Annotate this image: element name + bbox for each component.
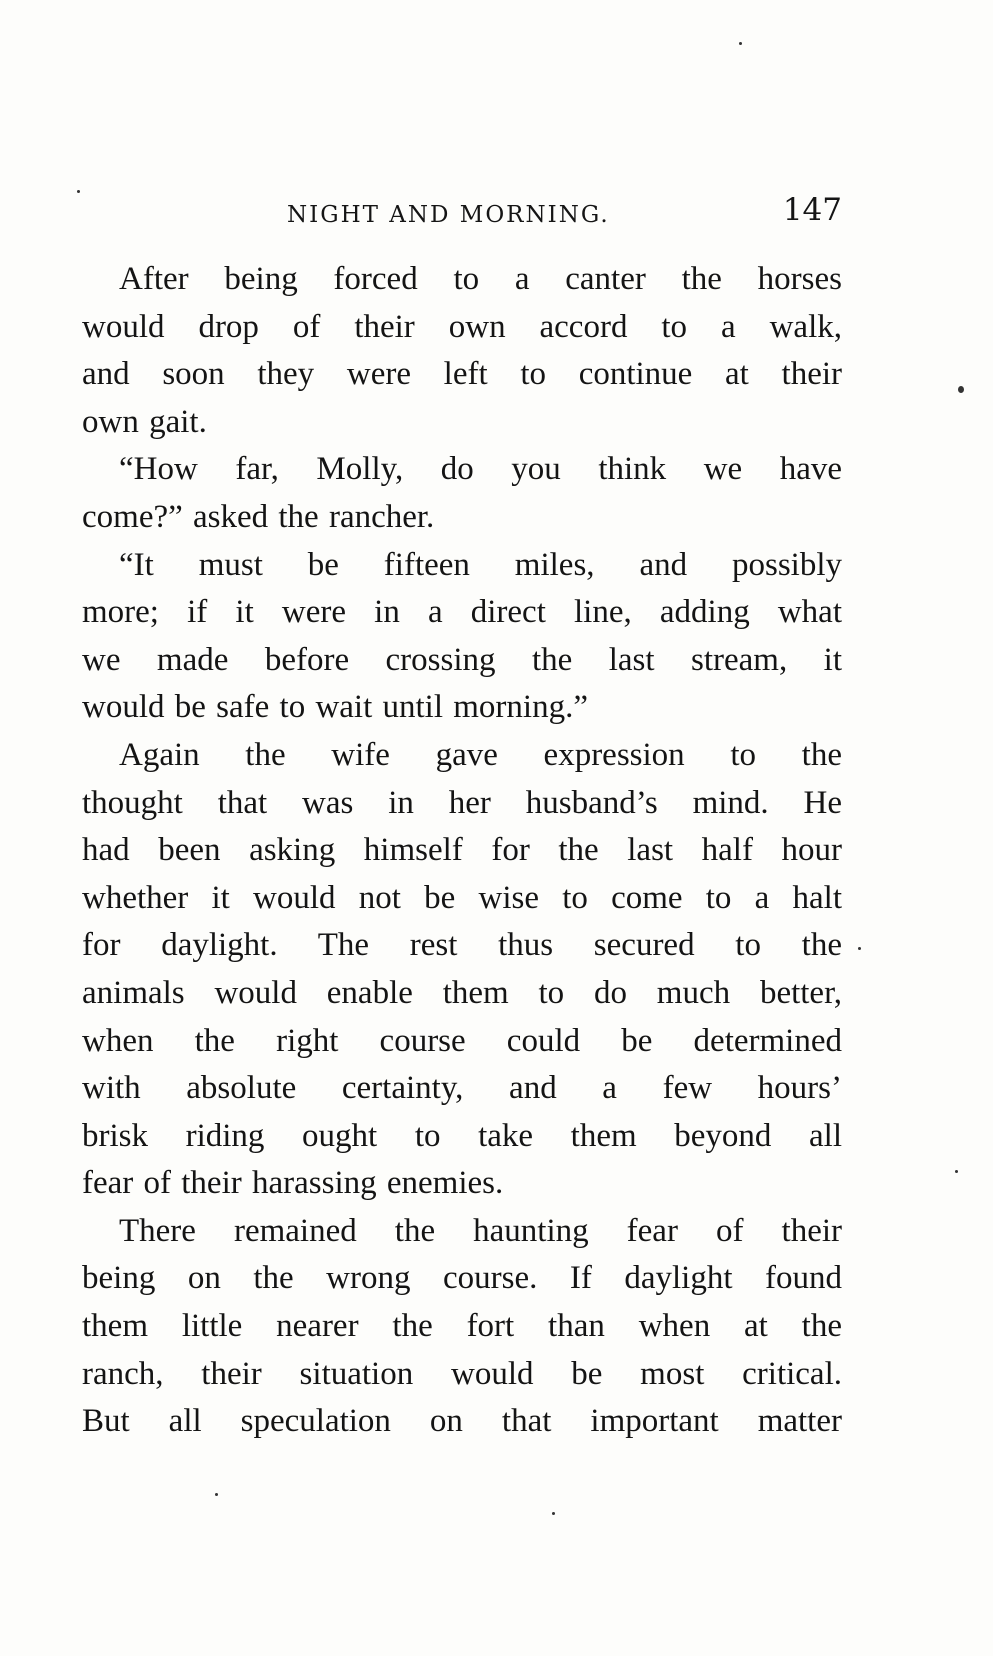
- text-line: fear of their harassing enemies.: [82, 1165, 504, 1202]
- text-line: we made before crossing the last stream, it: [82, 641, 842, 678]
- scan-speck: [958, 386, 964, 393]
- text-line: thought that was in her husband’s mind. He: [82, 784, 842, 821]
- page-header: [82, 186, 842, 238]
- text-line: “It must be fifteen miles, and possibly: [119, 546, 842, 583]
- scan-speck: [77, 190, 80, 193]
- paragraph: [82, 542, 842, 732]
- scan-speck: [215, 1493, 218, 1496]
- text-line: would be safe to wait until morning.”: [82, 689, 588, 726]
- text-line: for daylight. The rest thus secured to the: [82, 927, 842, 964]
- text-line: But all speculation on that important matter: [82, 1403, 842, 1440]
- text-line: when the right course could be determined: [82, 1022, 842, 1059]
- scan-speck: [955, 1170, 958, 1173]
- paragraph: [82, 1208, 842, 1446]
- paragraph: [82, 446, 842, 541]
- running-head: NIGHT AND MORNING.: [287, 202, 610, 228]
- text-line: “How far, Molly, do you think we have: [119, 451, 842, 488]
- text-line: whether it would not be wise to come to a halt: [82, 879, 842, 916]
- text-line: brisk riding ought to take them beyond all: [82, 1117, 842, 1154]
- text-line: had been asking himself for the last half hour: [82, 832, 842, 869]
- scan-speck: [858, 947, 861, 950]
- scan-speck: [552, 1512, 555, 1515]
- page-number: 147: [782, 192, 842, 228]
- text-line: them little nearer the fort than when at the: [82, 1308, 842, 1345]
- text-line: being on the wrong course. If daylight found: [82, 1260, 842, 1297]
- scan-speck: [739, 42, 742, 45]
- text-line: own gait.: [82, 403, 207, 440]
- text-line: After being forced to a canter the horses: [119, 261, 842, 297]
- text-line: would drop of their own accord to a walk,: [82, 308, 842, 345]
- paragraph: [82, 256, 842, 446]
- text-line: come?” asked the rancher.: [82, 498, 435, 535]
- text-line: with absolute certainty, and a few hours’: [82, 1070, 842, 1107]
- body-text: [82, 256, 842, 1446]
- text-line: There remained the haunting fear of their: [119, 1212, 842, 1249]
- text-line: and soon they were left to continue at their: [82, 356, 842, 393]
- text-line: animals would enable them to do much better,: [82, 974, 842, 1011]
- text-line: more; if it were in a direct line, adding what: [82, 594, 842, 631]
- text-line: Again the wife gave expression to the: [119, 736, 842, 773]
- text-line: ranch, their situation would be most critical.: [82, 1355, 842, 1392]
- paragraph: [82, 732, 842, 1208]
